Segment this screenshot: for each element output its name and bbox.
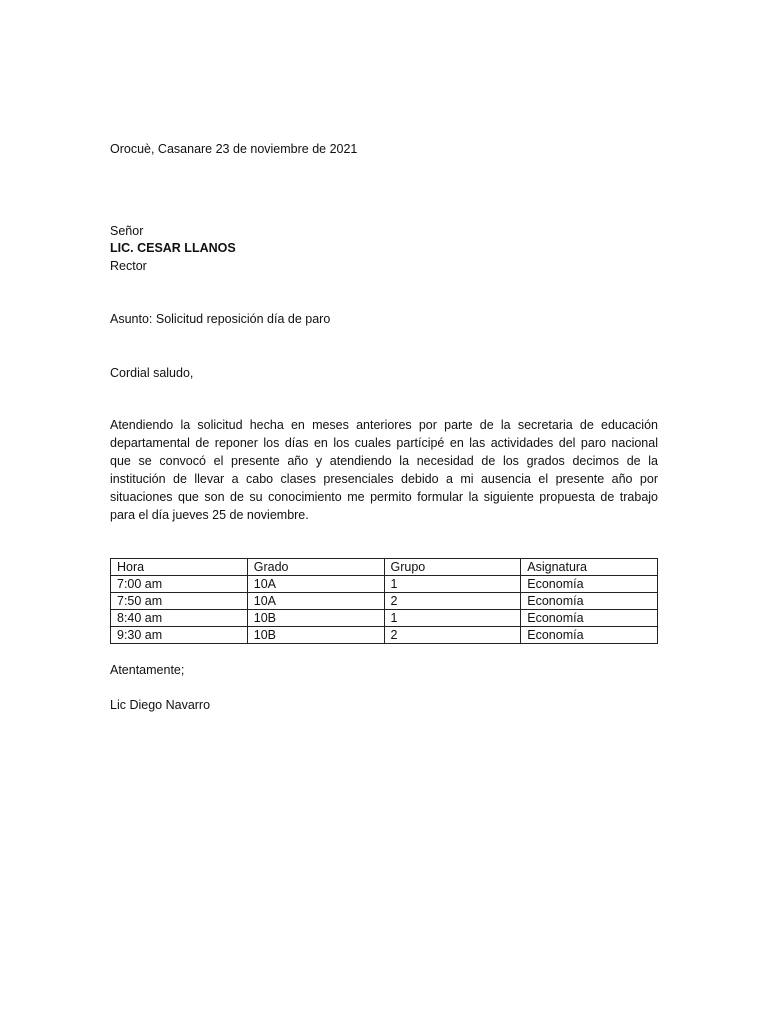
body-paragraph [110, 416, 658, 524]
cell-hora: 7:00 am [111, 576, 248, 593]
cell-asignatura: Economía [521, 610, 658, 627]
cell-asignatura: Economía [521, 627, 658, 644]
table-row [111, 627, 658, 644]
column-header-grupo: Grupo [384, 559, 521, 576]
subject-line: Asunto: Solicitud reposición día de paro [110, 312, 331, 326]
table-row [111, 576, 658, 593]
body-line: departamental de reponer los días en los cuales partícipé en las actividades del paro nacional [110, 436, 658, 450]
cell-hora: 8:40 am [111, 610, 248, 627]
recipient-title: Señor [110, 224, 144, 238]
cell-grado: 10A [247, 593, 384, 610]
cell-hora: 9:30 am [111, 627, 248, 644]
greeting: Cordial saludo, [110, 366, 194, 380]
table-row [111, 593, 658, 610]
cell-grupo: 1 [384, 610, 521, 627]
schedule-table [110, 558, 658, 644]
table-header-row [111, 559, 658, 576]
table-row [111, 610, 658, 627]
body-line: Atendiendo la solicitud hecha en meses anteriores por parte de la secretaria de educación [110, 418, 658, 432]
cell-asignatura: Economía [521, 576, 658, 593]
cell-grado: 10B [247, 610, 384, 627]
closing: Atentamente; [110, 663, 185, 677]
body-line: que se convocó el presente año y atendiendo la necesidad de los grados decimos de la [110, 454, 658, 468]
place-date: Orocuè, Casanare 23 de noviembre de 2021 [110, 142, 358, 156]
signature-name: Lic Diego Navarro [110, 698, 211, 712]
cell-grado: 10A [247, 576, 384, 593]
body-line: situaciones que son de su conocimiento me permito formular la siguiente propuesta de trabajo [110, 490, 658, 504]
body-line: para el día jueves 25 de noviembre. [110, 508, 309, 522]
recipient-role: Rector [110, 259, 147, 273]
cell-asignatura: Economía [521, 593, 658, 610]
cell-hora: 7:50 am [111, 593, 248, 610]
cell-grupo: 2 [384, 627, 521, 644]
cell-grupo: 2 [384, 593, 521, 610]
column-header-grado: Grado [247, 559, 384, 576]
cell-grupo: 1 [384, 576, 521, 593]
recipient-name: LIC. CESAR LLANOS [110, 241, 236, 255]
column-header-asignatura: Asignatura [521, 559, 658, 576]
body-line: institución de llevar a cabo clases presenciales debido a mi ausencia el presente año por [110, 472, 658, 486]
column-header-hora: Hora [111, 559, 248, 576]
cell-grado: 10B [247, 627, 384, 644]
